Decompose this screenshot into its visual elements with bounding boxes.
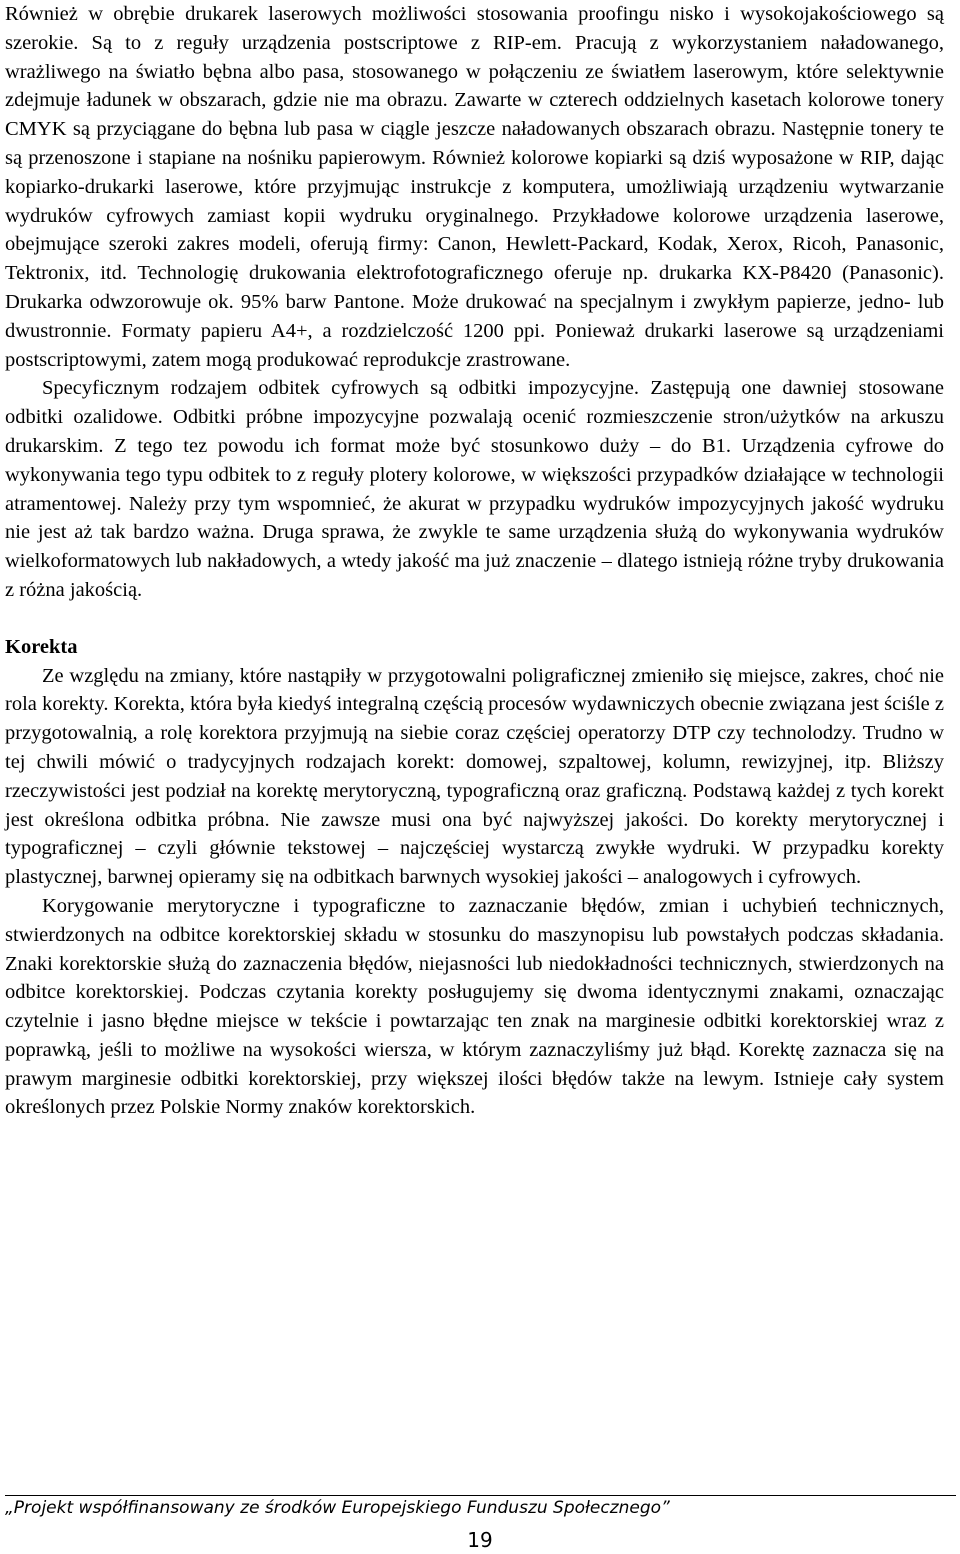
paragraph-imposition-proofs: Specyficznym rodzajem odbitek cyfrowych są odbitki impozycyjne. Zastępują one dawniej stosowane odbitki ozalidowe. Odbitki próbne impozycyjne pozwalają ocenić rozmieszczenie stron/użytków na arkuszu drukarskim. Z tego tez powodu ich format może być stosunkowo duży – do B1. Urządzenia cyfrowe do wykonywania tego typu odbitek to z reguły plotery kolorowe, w większości przypadków działające w technologii atramentowej. Należy przy tym wspomnieć, że akurat w przypadku wydruków impozycyjnych jakość wydruku nie jest aż tak bardzo ważna. Druga sprawa, że zwykle te same urządzenia służą do wykonywania wydruków wielkoformatowych lub nakładowych, a wtedy jakość ma już znaczenie – dlatego istnieją różne tryby drukowania z różna jakością.: [5, 377, 944, 601]
section-spacer: [5, 605, 944, 633]
paragraph-korygowanie: Korygowanie merytoryczne i typograficzne to zaznaczanie błędów, zmian i uchybień technicznych, stwierdzonych na odbitce korektorskiej składu w stosunku do maszynopisu lub powstałych podczas składania. Znaki korektorskie służą do zaznaczenia błędów, niejasności lub niedokładności technicznych, stwierdzonych na odbitce korektorskiej. Podczas czytania korekty posługujemy się dwoma identycznymi znakami, oznaczając czytelnie i jasno błędne miejsce w tekście i powtarzając ten znak na marginesie odbitki korektorskiej wraz z poprawką, jeśli to możliwe na wysokości wiersza, w którym zaznaczyliśmy już błąd. Korektę zaznacza się na prawym marginesie odbitki korektorskiej, przy większej ilości błędów także na lewym. Istnieje cały system określonych przez Polskie Normy znaków korektorskich.: [5, 894, 944, 1119]
footer-divider: [5, 1495, 956, 1496]
section-heading-korekta: Korekta: [5, 635, 78, 658]
page-number: 19: [467, 1528, 493, 1552]
paragraph-korekta-intro: Ze względu na zmiany, które nastąpiły w przygotowalni poligraficznej zmieniło się miejsce, zakres, choć nie rola korekty. Korekta, która była kiedyś integralną częścią procesów wydawniczych obecnie związana jest ściśle z przygotowalnią, a rolę korektora przyjmują na siebie coraz częściej operatorzy DTP czy technolodzy. Trudno w tej chwili mówić o tradycyjnych rodzajach korekt: domowej, szpaltowej, kolumn, rewizyjnej, itp. Bliższy rzeczywistości jest podział na korektę merytoryczną, typograficzną oraz graficzną. Podstawą każdej z tych korekt jest określona odbitka próbna. Nie zawsze musi ona być najwyższej jakości. Do korekty merytorycznej i typograficznej – czyli głównie tekstowej – najczęściej wystarczą zwykłe wydruki. W przypadku korekty plastycznej, barwnej opieramy się na odbitkach barwnych wysokiej jakości – analogowych i cyfrowych.: [5, 664, 944, 889]
paragraph-laser-printers: Również w obrębie drukarek laserowych możliwości stosowania proofingu nisko i wysokojakościowego są szerokie. Są to z reguły urządzenia postscriptowe z RIP-em. Pracują z wykorzystaniem naładowanego, wrażliwego na światło bębna albo pasa, stosowanego w połączeniu ze światłem laserowym, które selektywnie zdejmuje ładunek w obszarach, gdzie nie ma obrazu. Zawarte w czterech oddzielnych kasetach kolorowe tonery CMYK są przyciągane do bębna lub pasa w ciągle jeszcze naładowanych obszarach obrazu. Następnie tonery te są przenoszone i stapiane na nośniku papierowym. Również kolorowe kopiarki są dziś wyposażone w RIP, dając kopiarko-drukarki laserowe, które przyjmując instrukcje z komputera, umożliwiają urządzeniu wytwarzanie wydruków cyfrowych zamiast kopii wydruku oryginalnego. Przykładowe kolorowe urządzenia laserowe, obejmujące szeroki zakres modeli, oferują firmy: Canon, Hewlett-Packard, Kodak, Xerox, Ricoh, Panasonic, Tektronix, itd. Technologię drukowania elektrofotograficznego oferuje np. drukarka KX-P8420 (Panasonic). Drukarka odwzorowuje ok. 95% barw Pantone. Może drukować na specjalnym i zwykłym papierze, jedno- lub dwustronnie. Formaty papieru A4+, a rozdzielczość 1200 ppi. Ponieważ drukarki laserowe są urządzeniami postscriptowymi, zatem mogą produkować reprodukcje zrastrowane.: [5, 3, 944, 371]
document-body: [5, 0, 944, 1122]
footer-project-note: „Projekt współfinansowany ze środków Europejskiego Funduszu Społecznego”: [5, 1498, 670, 1518]
